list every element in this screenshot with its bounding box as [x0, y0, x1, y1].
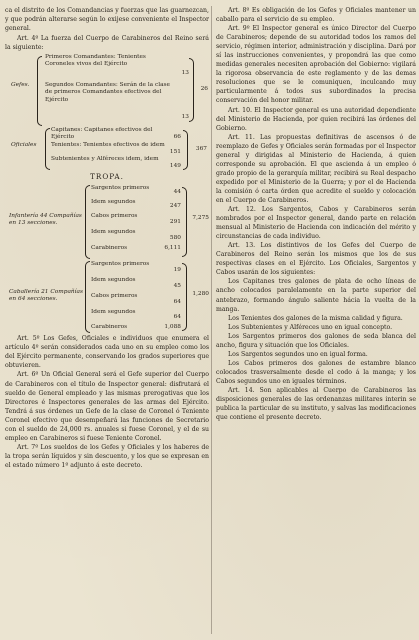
- inf-cabos-segundos-count: 580: [169, 235, 181, 242]
- cab-cabos-primeros-count: 64: [173, 299, 181, 306]
- segundos-count: 13: [181, 114, 189, 121]
- subtenientes: Subtenientes y Alféreces idem, idem: [51, 156, 159, 163]
- article-6: Art. 6º Un Oficial General será el Gefe superior del Cuerpo de Carabineros con el título de Inspector general: disfrutará el sueldo de General empleado y las mismas prerogativas que los Directores é Inspectores generales de las armas del Ejército. Tendrá á sus órdenes un Gefe de la clase de Coronel ó Teniente Coronel efectivo que desempeñará las funciones de Secretario con el sueldo de 24,000 rs. anuales si fuese Coronel, y el de su empleo en Carabineros si fuese Teniente Coronel.: [5, 371, 209, 442]
- inf-cabos-segundos: Idem segundos: [91, 229, 136, 236]
- caballeria-total: 1,280: [192, 291, 209, 298]
- tenientes-insignia: Los Tenientes dos galones de la misma calidad y figura.: [228, 314, 403, 322]
- tenientes-count: 151: [169, 149, 181, 156]
- tropa-heading: TROPA.: [90, 172, 124, 182]
- gefes-label: Gefes.: [11, 82, 30, 89]
- gefes-brace: [37, 56, 42, 126]
- left-column: [5, 6, 209, 470]
- article-13: Art. 13. Los distintivos de los Gefes del Cuerpo de Carabineros del Reino serán los mismos que los de sus respectivas clases en el Ejército. Los Oficiales, Sargentos y Cabos usarán de los siguientes:: [216, 242, 416, 277]
- article-7: Art. 7º Los sueldos de los Gefes y Oficiales y los haberes de la tropa serán líquidos y sin descuento, y los que se expresan en el estado número 1º adjunto á este decreto.: [5, 443, 209, 469]
- caballeria-label: Caballería 21 Compañías en 64 secciones.: [9, 289, 83, 303]
- left-paragraph-1: ca el distrito de los Comandancias y fuerzas que las guarnezcan, y que podrán alterarse según lo exijese conveniente el Inspector general.: [5, 7, 209, 33]
- primeros-count: 13: [181, 70, 189, 77]
- capitanes-insignia: Los Capitanes tres galones de plata de ocho líneas de ancho colocados paralelamente en la parte superior del antebrazo, formando ángulo saliente hácia la vuelta de la manga.: [216, 278, 416, 313]
- cab-cabos-segundos: Idem segundos: [91, 309, 136, 316]
- officers-table: [5, 52, 209, 170]
- cab-sargentos-segundos-count: 45: [173, 283, 181, 290]
- sargentos-primeros-insignia: Los Sargentos primeros dos galones de seda blanca del ancho, figura y situación que los Oficiales.: [216, 332, 416, 349]
- article-4: Art. 4º La fuerza del Cuerpo de Carabineros del Reino será la siguiente:: [5, 35, 209, 52]
- article-11: Art. 11. Las propuestas definitivas de ascensos ó de reemplazo de Gefes y Oficiales serán formadas por el Inspector general y dirigidas al Ministerio de Hacienda, á quien corresponde su aprobación. El que ascienda á un empleo ó grado propio de la gerarquía militar, recibirá su Real despacho expedido por el Ministerio de la Guerra; y por el de Hacienda la comisión ó carta órden que acredite el sueldo y colocación en el Cuerpo de Carabineros.: [216, 133, 416, 204]
- infanteria-brace: [85, 185, 90, 259]
- inf-cabos-primeros-count: 291: [169, 219, 181, 226]
- infanteria-total: 7,275: [192, 215, 209, 222]
- oficiales-total: 367: [195, 146, 207, 153]
- cab-sargentos-segundos: Idem segundos: [91, 277, 136, 284]
- cab-cabos-segundos-count: 64: [173, 314, 181, 321]
- inf-sargentos-segundos-count: 247: [169, 203, 181, 210]
- article-8: Art. 8º Es obligación de los Gefes y Oficiales mantener un caballo para el servicio de su empleo.: [216, 7, 416, 24]
- infanteria-label: Infantería 44 Compañías en 13 secciones.: [9, 213, 82, 227]
- segundos-comandantes: Segundos Comandantes: Serán de la clase de primeros Comandantes efectivos del Ejército: [45, 82, 170, 103]
- inf-sargentos-primeros-count: 44: [173, 189, 181, 196]
- cab-cabos-primeros: Cabos primeros: [91, 293, 138, 300]
- cab-carabineros-count: 1,088: [164, 324, 181, 331]
- article-14: Art. 14. Son aplicables al Cuerpo de Carabineros las disposiciones generales de las ordenanzas militares interin se publica la particular de su instituto, y salvas las modificaciones que contiene el presente decreto.: [216, 386, 416, 422]
- inf-cabos-primeros: Cabos primeros: [91, 213, 138, 220]
- article-12: Art. 12. Los Sargentos, Cabos y Carabineros serán nombrados por el Inspector general, dando parte en relación mensual al Ministerio de Hacienda con indicación del mérito y circunstancias de cada individuo.: [216, 206, 416, 241]
- article-5: Art. 5º Los Gefes, Oficiales e individuos que enumera el artículo 4º serán considerados cada uno en su empleo como los del Ejército permanente, conservando los grados superiores que obtuvieren.: [5, 335, 209, 370]
- oficiales-total-brace: [183, 130, 188, 170]
- troops-table: [5, 183, 209, 333]
- inf-sargentos-segundos: Idem segundos: [91, 199, 136, 206]
- oficiales-label: Oficiales: [11, 142, 37, 149]
- cab-sargentos-primeros-count: 19: [173, 267, 181, 274]
- subtenientes-count: 149: [169, 163, 181, 170]
- column-divider: [211, 6, 212, 634]
- subtenientes-insignia: Los Subtenientes y Alféreces uno en igual concepto.: [228, 323, 393, 331]
- cab-sargentos-primeros: Sargentos primeros: [91, 261, 150, 268]
- article-9: Art. 9º El Inspector general es único Director del Cuerpo de Carabineros; depende de su autoridad todos los ramos del servicio, régimen interior, administración y disciplina. Dará por sí las instrucciones convenientes, y propondrá las que como medidas generales necesiten aprobación del Gobierno: vigilará la rigorosa observancia de este reglamento y de las demas resoluciones que se le comuniquen, inculcando muy particularmente á todos sus subordinados la precisa conservación del honor militar.: [216, 25, 416, 105]
- caballeria-brace: [85, 261, 90, 333]
- article-10: Art. 10. El Inspector general es una autoridad dependiente del Ministerio de Hacienda, por quien recibirá las órdenes del Gobierno.: [216, 106, 416, 132]
- inf-sargentos-primeros: Sargentos primeros: [91, 185, 150, 192]
- tenientes: Tenientes: Tenientes efectivos de idem: [51, 142, 165, 149]
- cab-carabineros: Carabineros: [91, 324, 128, 331]
- oficiales-brace: [45, 128, 50, 170]
- inf-carabineros: Carabineros: [91, 245, 128, 252]
- capitanes-count: 66: [173, 134, 181, 141]
- capitanes: Capitanes: Capitanes efectivos del Ejército: [51, 127, 153, 141]
- cabos-insignia: Los Cabos primeros dos galones de estambre blanco colocados trasversalmente desde el codo á la manga; y los Cabos segundos uno en iguales términos.: [216, 359, 416, 385]
- primeros-comandantes: Primeros Comandantes: Tenientes Coroneles vivos del Ejército: [45, 54, 146, 68]
- right-column: [216, 6, 416, 422]
- sargentos-segundos-insignia: Los Sargentos segundos uno en igual forma.: [228, 350, 368, 358]
- inf-carabineros-count: 6,111: [164, 245, 181, 252]
- gefes-total: 26: [200, 86, 208, 93]
